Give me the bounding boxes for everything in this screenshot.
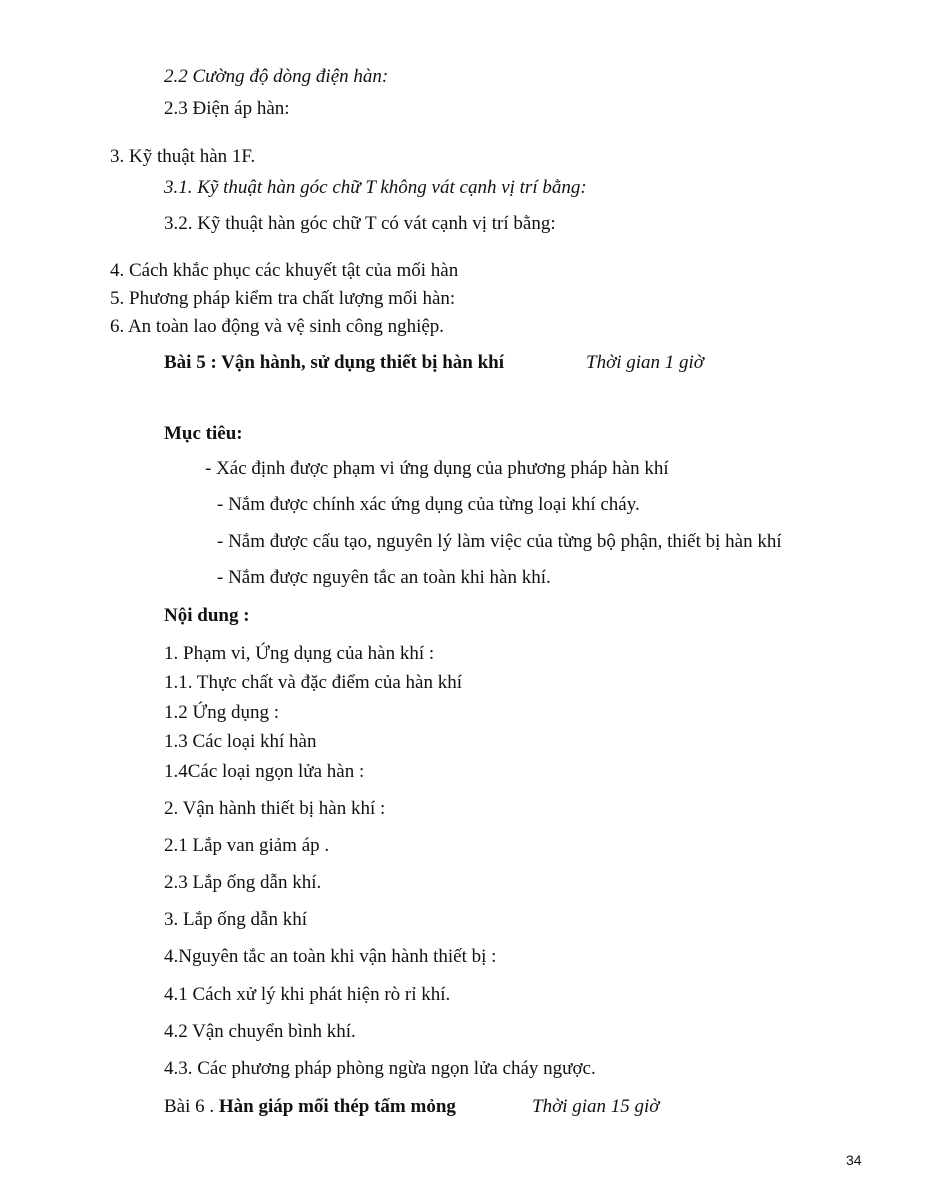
lesson-6-prefix: Bài 6 . xyxy=(164,1096,215,1117)
content-item: 1.4Các loại ngọn lửa hàn : xyxy=(164,761,365,782)
content-item: 1.2 Ứng dụng : xyxy=(164,702,280,723)
section-4: 4. Cách khắc phục các khuyết tật của mối hàn xyxy=(110,260,459,281)
lesson-6-time: Thời gian 15 giờ xyxy=(532,1096,660,1117)
content-item: 4.3. Các phương pháp phòng ngừa ngọn lửa cháy ngược. xyxy=(164,1058,596,1079)
content-item: 2. Vận hành thiết bị hàn khí : xyxy=(164,798,386,819)
content-item: 4.2 Vận chuyển bình khí. xyxy=(164,1021,356,1042)
objectives-heading: Mục tiêu: xyxy=(164,423,243,444)
page-number: 34 xyxy=(846,1152,862,1168)
content-item: 1. Phạm vi, Ứng dụng của hàn khí : xyxy=(164,643,435,664)
lesson-5-title: Bài 5 : Vận hành, sử dụng thiết bị hàn khí xyxy=(164,352,504,373)
section-3: 3. Kỹ thuật hàn 1F. xyxy=(110,146,256,167)
content-item: 3. Lắp ống dẫn khí xyxy=(164,909,308,930)
objective-item: - Nắm được nguyên tắc an toàn khi hàn khí. xyxy=(217,567,551,588)
content-item: 2.1 Lắp van giảm áp . xyxy=(164,835,330,856)
objective-item: - Xác định được phạm vi ứng dụng của phương pháp hàn khí xyxy=(205,458,669,479)
content-item: 4.Nguyên tắc an toàn khi vận hành thiết bị : xyxy=(164,946,497,967)
section-3-1: 3.1. Kỹ thuật hàn góc chữ T không vát cạnh vị trí bằng: xyxy=(164,177,587,198)
section-5: 5. Phương pháp kiểm tra chất lượng mối hàn: xyxy=(110,288,456,309)
objective-item: - Nắm được cấu tạo, nguyên lý làm việc của từng bộ phận, thiết bị hàn khí xyxy=(217,531,782,552)
lesson-5-time: Thời gian 1 giờ xyxy=(586,352,704,373)
section-6: 6. An toàn lao động và vệ sinh công nghiệp. xyxy=(110,316,445,337)
content-heading: Nội dung : xyxy=(164,605,250,626)
objective-item: - Nắm được chính xác ứng dụng của từng loại khí cháy. xyxy=(217,494,640,515)
content-item: 4.1 Cách xử lý khi phát hiện rò rỉ khí. xyxy=(164,984,451,1005)
lesson-6-title: Hàn giáp mối thép tấm mỏng xyxy=(218,1096,456,1117)
lesson-6-heading xyxy=(164,1096,456,1118)
section-2-2: 2.2 Cường độ dòng điện hàn: xyxy=(164,66,389,87)
section-3-2: 3.2. Kỹ thuật hàn góc chữ T có vát cạnh vị trí bằng: xyxy=(164,213,556,234)
content-item: 2.3 Lắp ống dẫn khí. xyxy=(164,872,322,893)
section-2-3: 2.3 Điện áp hàn: xyxy=(164,98,290,119)
content-item: 1.1. Thực chất và đặc điểm của hàn khí xyxy=(164,672,463,693)
content-item: 1.3 Các loại khí hàn xyxy=(164,731,317,752)
